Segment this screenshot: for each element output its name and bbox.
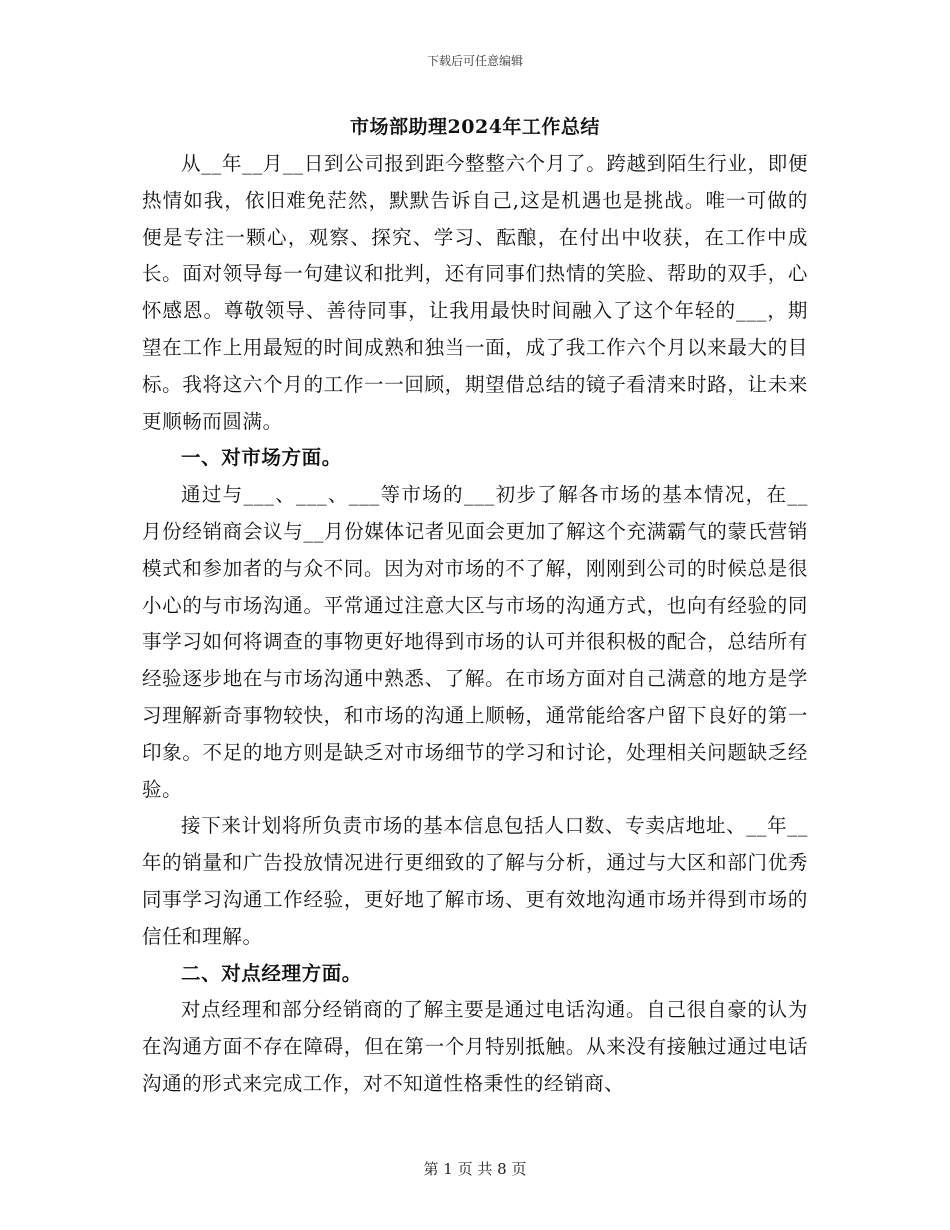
- document-body: [142, 110, 808, 1103]
- download-note: 下载后可任意编辑: [426, 54, 523, 68]
- intro-paragraph: 从__年__月__日到公司报到距今整整六个月了。跨越到陌生行业，即便热情如我，依旧难免茫然，默默告诉自己,这是机遇也是挑战。唯一可做的便是专注一颗心，观察、探究、学习、酝酿，在付出中收获，在工作中成长。面对领导每一句建议和批判，还有同事们热情的笑脸、帮助的双手，心怀感恩。尊敬领导、善待同事，让我用最快时间融入了这个年轻的___，期望在工作上用最短的时间成熟和独当一面，成了我工作六个月以来最大的目标。我将这六个月的工作一一回顾，期望借总结的镜子看清来时路，让未来更顺畅而圆满。: [142, 152, 808, 433]
- market-paragraph: 通过与___、___、___等市场的___初步了解各市场的基本情况，在__月份经销商会议与__月份媒体记者见面会更加了解这个充满霸气的蒙氏营销模式和参加者的与众不同。因为对市场的不了解，刚刚到公司的时候总是很小心的与市场沟通。平常通过注意大区与市场的沟通方式，也向有经验的同事学习如何将调查的事物更好地得到市场的认可并很积极的配合，总结所有经验逐步地在与市场沟通中熟悉、了解。在市场方面对自己满意的地方是学习理解新奇事物较快，和市场的沟通上顺畅，通常能给客户留下良好的第一印象。不足的地方则是缺乏对市场细节的学习和讨论，处理相关问题缺乏经验。: [142, 483, 808, 801]
- point-manager-paragraph: 对点经理和部分经销商的了解主要是通过电话沟通。自己很自豪的认为在沟通方面不存在障碍，但在第一个月特别抵触。从来没有接触过通过电话沟通的形式来完成工作，对不知道性格秉性的经销商、: [142, 998, 808, 1095]
- section-heading-market: 一、对市场方面。: [181, 446, 342, 470]
- page-number: 第 1 页 共 8 页: [423, 1160, 527, 1178]
- section-heading-point-manager: 二、对点经理方面。: [181, 961, 362, 985]
- market-plan-paragraph: 接下来计划将所负责市场的基本信息包括人口数、专卖店地址、__年__年的销量和广告投放情况进行更细致的了解与分析，通过与大区和部门优秀同事学习沟通工作经验，更好地了解市场、更有效地沟通市场并得到市场的信任和理解。: [142, 814, 808, 948]
- document-title: 市场部助理2024年工作总结: [350, 116, 600, 138]
